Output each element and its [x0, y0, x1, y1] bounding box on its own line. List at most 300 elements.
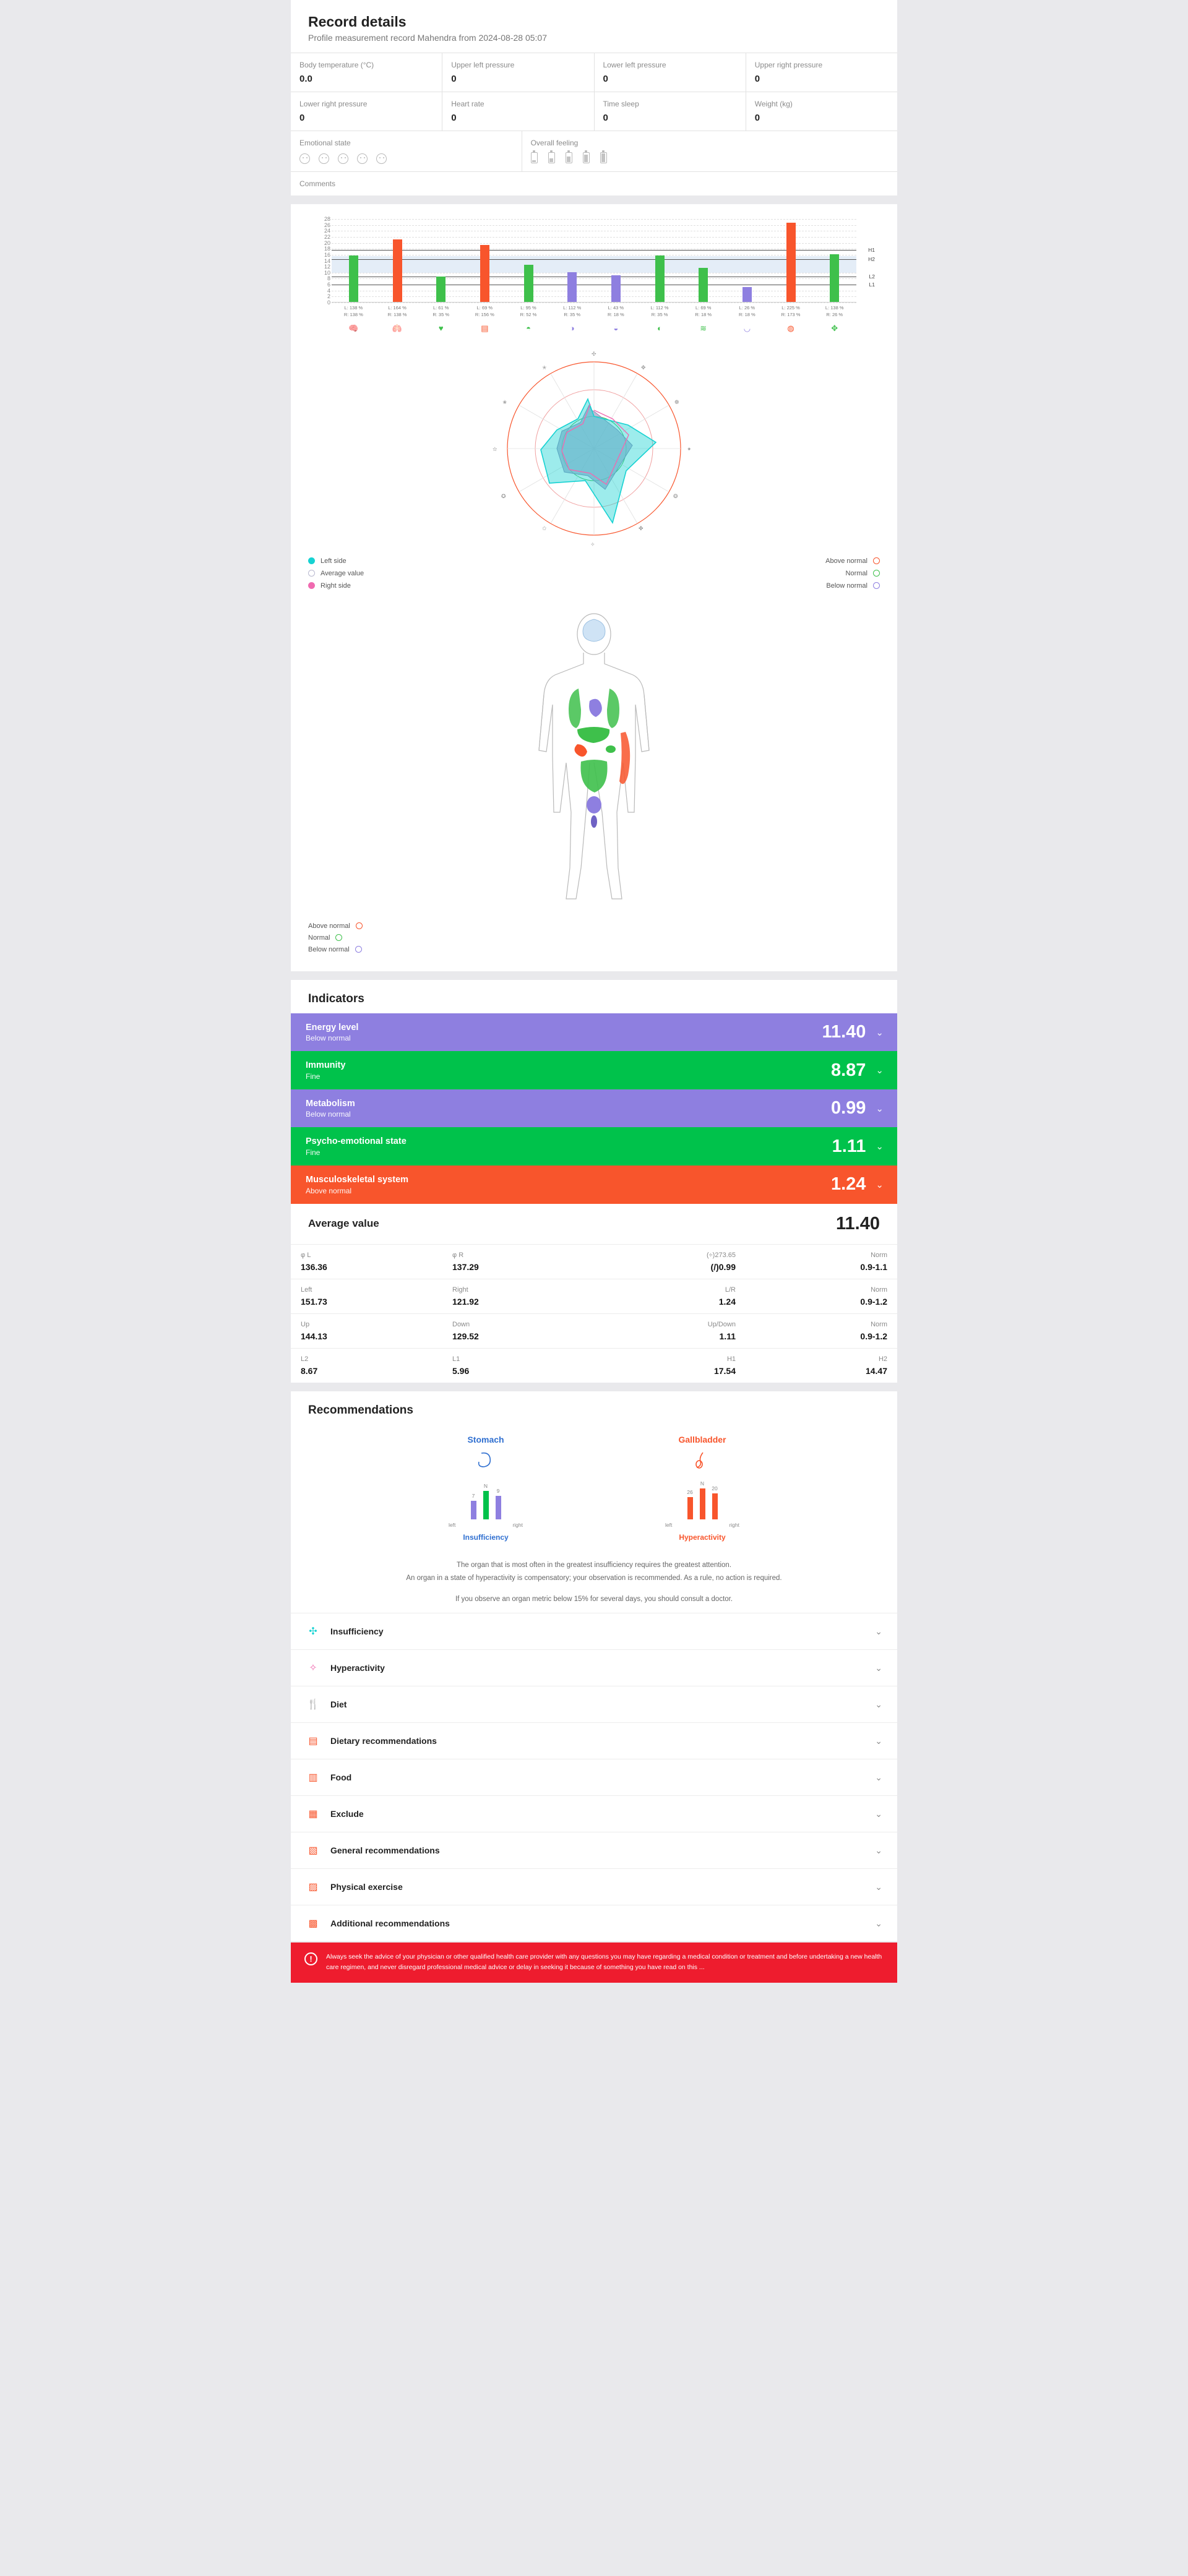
indicator-value: 1.11: [832, 1136, 866, 1156]
x-tick-label: L: 95 % R: 52 %: [520, 305, 537, 317]
chevron-down-icon[interactable]: ⌄: [875, 1808, 882, 1819]
indicator-status: Fine: [306, 1148, 321, 1157]
svg-text:✤: ✤: [639, 525, 644, 531]
mini-bar-right: [496, 1487, 501, 1519]
bar-column[interactable]: [769, 219, 813, 302]
body-legend-normal: [308, 934, 880, 942]
indicator-row[interactable]: [291, 1051, 897, 1089]
stat-label: Up/Down: [707, 1320, 736, 1328]
bar-column[interactable]: [594, 219, 638, 302]
indicator-row[interactable]: [291, 1089, 897, 1128]
field-upper-right-pressure: [746, 53, 897, 92]
field-body-temperature: [291, 53, 442, 92]
chevron-down-icon[interactable]: ⌄: [875, 1881, 882, 1892]
mini-foot-right: right: [512, 1521, 523, 1528]
bar-chart-plot: [324, 216, 875, 306]
bladder-icon[interactable]: ◡: [743, 323, 751, 333]
mini-bar-value: 26: [687, 1488, 693, 1495]
bar[interactable]: [524, 265, 533, 302]
indicator-name: Metabolism: [306, 1098, 355, 1109]
indicator-name: Energy level: [306, 1022, 359, 1033]
x-tick-label: L: 69 % R: 156 %: [475, 305, 494, 317]
stat-value: 0.9-1.2: [860, 1296, 887, 1307]
record-details-card: [291, 0, 897, 195]
bar-column[interactable]: [681, 219, 725, 302]
stat-label: Down: [452, 1320, 470, 1328]
mini-bar-norm: [700, 1480, 705, 1519]
stat-cell: [291, 1349, 442, 1383]
accordion-label: Hyperactivity: [330, 1663, 385, 1673]
emoji-face-5[interactable]: [376, 153, 387, 164]
mini-bar-right: [712, 1485, 718, 1519]
comments-label: Comments: [299, 179, 336, 188]
field-lower-left-pressure: [595, 53, 746, 92]
stat-label: φ R: [452, 1251, 464, 1259]
battery-icon-5[interactable]: [600, 152, 607, 163]
emotional-overall-row: [291, 131, 897, 171]
bar[interactable]: [349, 255, 358, 302]
field-weight: [746, 92, 897, 131]
field-value: 0.0: [299, 74, 312, 84]
mini-bar-left: [471, 1492, 476, 1519]
emoji-face-2[interactable]: [319, 153, 329, 164]
bar-chart-x-labels: [332, 305, 856, 319]
svg-text:✦: ✦: [687, 445, 692, 452]
legend-color-above-normal-icon: [873, 557, 880, 564]
chevron-down-icon[interactable]: ⌄: [876, 1103, 884, 1114]
stat-value: 8.67: [301, 1365, 318, 1376]
body-outline: [539, 614, 649, 899]
y-tick-label: 0: [327, 299, 330, 306]
brain-icon[interactable]: 🧠: [348, 323, 359, 333]
stat-cell: [291, 1245, 442, 1279]
field-upper-left-pressure: [442, 53, 594, 92]
bar-column[interactable]: [463, 219, 507, 302]
accordion-exclude[interactable]: [291, 1795, 897, 1832]
y-tick-label: 4: [327, 287, 330, 294]
legend-above-normal: [825, 557, 880, 565]
legend-color-below-normal-icon: [873, 582, 880, 589]
legend-average-value: [308, 570, 364, 577]
accordion-left: [306, 1770, 351, 1785]
intestine-icon[interactable]: ≋: [700, 323, 707, 333]
bar[interactable]: [655, 255, 665, 302]
stat-value: 17.54: [713, 1365, 736, 1376]
bar-series: [332, 219, 856, 302]
stat-value: 144.13: [301, 1331, 327, 1341]
stats-row: [291, 1244, 897, 1279]
legend-color-normal-icon: [873, 570, 880, 577]
stat-cell: [746, 1245, 897, 1279]
mini-bar-value: N: [700, 1480, 705, 1487]
field-value: 0: [299, 113, 305, 123]
radar-chart: [291, 337, 897, 554]
exclude-icon: ▦: [308, 1809, 318, 1820]
legend-color-below-normal-icon: [355, 946, 362, 953]
indicator-text: [306, 1060, 345, 1081]
body-diagram-svg: [517, 608, 671, 917]
stat-value: 1.11: [719, 1331, 736, 1341]
accordion-label: Insufficiency: [330, 1626, 384, 1637]
y-tick-label: 22: [324, 233, 330, 240]
bar[interactable]: [393, 239, 402, 302]
emotional-state-group: [291, 131, 522, 171]
mini-bar-value: 20: [712, 1485, 718, 1492]
legend-label: Above normal: [308, 922, 350, 930]
organ-mini-chart: [647, 1481, 758, 1519]
body-legend-above-normal: [308, 922, 880, 930]
legend-label: Above normal: [825, 557, 867, 565]
x-tick-label: L: 26 % R: 18 %: [739, 305, 755, 317]
indicator-row[interactable]: [291, 1127, 897, 1166]
radar-legend-left: [308, 557, 364, 595]
left-lung-icon: [569, 689, 581, 728]
field-lower-right-pressure: [291, 92, 442, 131]
y-tick-label: 26: [324, 221, 330, 228]
reference-line-label: L2: [869, 273, 875, 280]
battery-icon-3[interactable]: [566, 152, 572, 163]
accordion-label: General recommendations: [330, 1845, 440, 1856]
mini-bar-value: 7: [471, 1492, 475, 1499]
x-tick-label: L: 112 % R: 35 %: [563, 305, 582, 317]
stat-label: L1: [452, 1355, 460, 1363]
record-field-row-2: [291, 92, 897, 131]
bar-column[interactable]: [376, 219, 420, 302]
accordion-physical-exercise[interactable]: [291, 1868, 897, 1905]
field-label: Lower right pressure: [299, 100, 368, 108]
stat-label: (÷)273.65: [706, 1251, 736, 1259]
mini-foot-right: right: [729, 1521, 739, 1528]
x-tick-label: L: 138 % R: 138 %: [343, 305, 363, 317]
field-value: 0: [451, 74, 457, 84]
bar[interactable]: [480, 245, 489, 302]
stat-label: Up: [301, 1320, 310, 1328]
stat-cell: [291, 1314, 442, 1348]
indicator-status: Below normal: [306, 1110, 351, 1119]
stat-cell: [442, 1314, 594, 1348]
battery-icon-4[interactable]: [583, 152, 590, 163]
y-tick-label: 8: [327, 275, 330, 282]
bar[interactable]: [830, 254, 839, 302]
organ-name: Stomach: [467, 1434, 504, 1445]
recommendations-title: Recommendations: [308, 1403, 413, 1417]
chevron-down-icon[interactable]: ⌄: [875, 1735, 882, 1746]
body-legend: [291, 917, 897, 971]
accordion-label: Physical exercise: [330, 1882, 403, 1892]
field-heart-rate: [442, 92, 594, 131]
stat-value: (/)0.99: [710, 1261, 736, 1272]
stat-label: Norm: [871, 1320, 887, 1328]
stat-label: Norm: [871, 1251, 887, 1259]
brain-organ-icon: [583, 619, 605, 642]
x-tick-label: L: 164 % R: 138 %: [387, 305, 407, 317]
stomach-icon: [574, 744, 587, 757]
emoji-face-1[interactable]: [299, 153, 310, 164]
bar-column[interactable]: [812, 219, 856, 302]
bar-column[interactable]: [332, 219, 376, 302]
svg-text:✬: ✬: [502, 398, 507, 405]
liver-icon[interactable]: ▤: [481, 323, 489, 333]
legend-color-normal-icon: [335, 934, 342, 941]
bar-chart-y-axis: [311, 216, 330, 306]
intestine-icon: [580, 760, 607, 792]
accordion-food[interactable]: [291, 1759, 897, 1795]
field-label: Time sleep: [603, 100, 639, 108]
stat-cell: [746, 1314, 897, 1348]
legend-color-right-side-icon: [308, 582, 315, 589]
bar-column[interactable]: [550, 219, 594, 302]
battery-icon-1[interactable]: [531, 152, 538, 163]
right-lung-icon: [607, 689, 619, 728]
stat-label: L/R: [725, 1286, 736, 1294]
bar-column[interactable]: [725, 219, 769, 302]
mini-bar-left: [687, 1488, 693, 1519]
y-tick-label: 18: [324, 246, 330, 252]
average-value-row: [291, 1204, 897, 1244]
alert-icon: !: [304, 1952, 317, 1965]
organ-icon-row: [332, 324, 856, 333]
accordion-label: Additional recommendations: [330, 1918, 450, 1929]
stat-cell: [442, 1279, 594, 1313]
legend-right-side: [308, 582, 364, 590]
stats-row: [291, 1313, 897, 1348]
mini-bar-value: N: [483, 1482, 488, 1489]
legend-below-normal: [825, 582, 880, 590]
recommendations-card: [291, 1391, 897, 1942]
organ-status-tag: Hyperactivity: [679, 1532, 726, 1542]
bar-column[interactable]: [638, 219, 682, 302]
accordion-general-recommendations[interactable]: [291, 1832, 897, 1868]
indicator-status: Fine: [306, 1071, 321, 1081]
organ-mini-chart: [430, 1481, 541, 1519]
indicator-name: Immunity: [306, 1060, 346, 1071]
stat-label: Left: [301, 1286, 312, 1294]
stat-cell: [442, 1349, 594, 1383]
lower-organ-icon: [591, 815, 597, 828]
stomach-icon: [475, 1451, 496, 1469]
y-tick-label: 10: [324, 269, 330, 276]
organ-summary-stomach: [430, 1435, 541, 1542]
field-label: Weight (kg): [754, 100, 793, 108]
indicator-row[interactable]: [291, 1166, 897, 1204]
radar-legend: [291, 554, 897, 606]
x-tick-label: L: 61 % R: 35 %: [433, 305, 450, 317]
comments-field[interactable]: [291, 171, 897, 195]
stat-label: H2: [878, 1355, 887, 1363]
pancreas-icon[interactable]: ◒: [613, 323, 619, 333]
stat-value: 0.9-1.2: [860, 1331, 887, 1341]
stat-cell: [594, 1314, 746, 1348]
chevron-down-icon[interactable]: ⌄: [876, 1065, 884, 1076]
svg-text:✥: ✥: [641, 364, 646, 371]
legend-color-average-icon: [308, 570, 315, 577]
reference-line-label: H1: [868, 247, 875, 254]
accordion-hyperactivity[interactable]: [291, 1649, 897, 1686]
reference-line-label: L1: [869, 281, 875, 288]
indicator-value: 1.24: [830, 1174, 866, 1195]
reference-line-label: H2: [868, 256, 875, 263]
x-tick-label: L: 43 % R: 18 %: [608, 305, 624, 317]
stat-cell: [594, 1349, 746, 1383]
field-value: 0: [451, 113, 457, 123]
emoji-face-4[interactable]: [357, 153, 368, 164]
y-tick-label: 14: [324, 257, 330, 264]
organ-name: Gallbladder: [678, 1434, 726, 1445]
physical-exercise-icon: ▨: [308, 1882, 318, 1893]
radar-chart-svg: [433, 343, 755, 554]
indicator-right: [822, 1022, 884, 1042]
lungs-icon[interactable]: 🫁: [392, 323, 403, 333]
x-tick-label: L: 69 % R: 18 %: [695, 305, 712, 317]
section-spacer: [0, 195, 1188, 204]
note-line: The organ that is most often in the greatest insufficiency requires the greatest attention.: [456, 1561, 732, 1569]
organ-summary-row: [291, 1425, 897, 1545]
x-tick-label: L: 112 % R: 35 %: [650, 305, 669, 317]
dietary-recommendations-icon: ▤: [308, 1736, 318, 1747]
stat-label: φ L: [301, 1251, 311, 1259]
warning-card: [291, 1943, 897, 1983]
emoji-face-3[interactable]: [338, 153, 348, 164]
accordion-left: [306, 1806, 364, 1821]
legend-label: Left side: [321, 557, 346, 565]
accordion-additional-recommendations[interactable]: [291, 1905, 897, 1941]
field-label: Body temperature (°C): [299, 61, 374, 69]
medical-disclaimer: [291, 1943, 897, 1983]
accordion-left: [306, 1843, 440, 1858]
note-line: An organ in a state of hyperactivity is compensatory; your observation is recommended. As a rule, no action is required.: [406, 1574, 782, 1582]
chevron-down-icon[interactable]: ⌄: [876, 1027, 884, 1038]
chevron-down-icon[interactable]: ⌄: [876, 1141, 884, 1153]
general-recommendations-icon: ▧: [308, 1845, 318, 1857]
stat-cell: [746, 1279, 897, 1313]
svg-text:✪: ✪: [501, 492, 506, 499]
heart-icon[interactable]: ♥: [438, 323, 444, 333]
average-value-label: Average value: [308, 1217, 379, 1230]
body-legend-below-normal: [308, 946, 880, 953]
indicator-name: Psycho-emotional state: [306, 1136, 407, 1147]
chevron-down-icon[interactable]: ⌄: [876, 1179, 884, 1190]
overall-feeling-label: Overall feeling: [530, 139, 579, 147]
spleen-icon: [606, 745, 616, 753]
y-tick-label: 20: [324, 239, 330, 246]
field-label: Lower left pressure: [603, 61, 666, 69]
bar[interactable]: [742, 287, 752, 302]
accordion-label: Exclude: [330, 1809, 364, 1819]
accordion-insufficiency[interactable]: [291, 1613, 897, 1649]
bar[interactable]: [436, 277, 446, 302]
stat-value: 5.96: [452, 1365, 470, 1376]
bar[interactable]: [699, 268, 708, 302]
indicator-row[interactable]: [291, 1013, 897, 1052]
recommendation-notes: [291, 1545, 897, 1613]
chevron-down-icon[interactable]: ⌄: [875, 1845, 882, 1855]
food-icon: ▥: [308, 1772, 318, 1784]
gallbladder-icon[interactable]: ◍: [787, 323, 794, 333]
chevron-down-icon[interactable]: ⌄: [875, 1662, 882, 1673]
chevron-down-icon[interactable]: ⌄: [875, 1699, 882, 1709]
y-tick-label: 16: [324, 251, 330, 258]
mini-foot-left: left: [449, 1521, 456, 1528]
bar-column[interactable]: [419, 219, 463, 302]
chevron-down-icon[interactable]: ⌄: [875, 1772, 882, 1782]
liver-icon: [577, 727, 609, 743]
stomach-icon[interactable]: ◓: [526, 323, 531, 333]
accordion-left: [306, 1697, 346, 1712]
indicator-right: [831, 1060, 884, 1081]
radar-legend-right: [825, 557, 880, 595]
heart-icon: [589, 699, 602, 717]
indicator-value: 8.87: [830, 1060, 866, 1080]
bar[interactable]: [611, 275, 621, 302]
indicators-card: [291, 980, 897, 1383]
stat-label: Norm: [871, 1286, 887, 1294]
bar-column[interactable]: [507, 219, 551, 302]
mini-bar-norm: [483, 1482, 489, 1519]
accordion-left: [306, 1624, 384, 1639]
field-time-sleep: [595, 92, 746, 131]
accordion-left: [306, 1660, 385, 1675]
field-label: Upper left pressure: [451, 61, 515, 69]
indicator-right: [831, 1098, 884, 1118]
organ-status-tag: Insufficiency: [463, 1532, 509, 1542]
chevron-down-icon[interactable]: ⌄: [875, 1918, 882, 1928]
battery-icon-2[interactable]: [548, 152, 555, 163]
stat-value: 129.52: [452, 1331, 479, 1341]
field-value: 0: [754, 113, 760, 123]
chevron-down-icon[interactable]: ⌄: [875, 1626, 882, 1636]
legend-label: Below normal: [308, 945, 350, 953]
accordion-left: [306, 1733, 437, 1748]
stats-row: [291, 1279, 897, 1313]
indicator-value: 11.40: [822, 1022, 866, 1042]
indicators-title: Indicators: [308, 992, 364, 1005]
additional-recommendations-icon: ▩: [308, 1918, 318, 1930]
field-value: 0: [603, 113, 608, 123]
bar[interactable]: [567, 272, 577, 302]
legend-normal: [825, 570, 880, 577]
legend-left-side: [308, 557, 364, 565]
x-tick-label: L: 138 % R: 26 %: [825, 305, 844, 317]
svg-text:✭: ✭: [542, 364, 547, 371]
spleen-icon[interactable]: ◑: [569, 323, 575, 333]
stat-value: 14.47: [865, 1365, 887, 1376]
accordion-diet[interactable]: [291, 1686, 897, 1722]
y-tick-label: 24: [324, 228, 330, 234]
accordion-left: [306, 1916, 450, 1931]
indicator-status: Above normal: [306, 1186, 352, 1195]
page-title: Record details: [308, 14, 407, 30]
stat-cell: [746, 1349, 897, 1383]
x-tick-label: L: 225 % R: 173 %: [781, 305, 801, 317]
indicator-right: [831, 1174, 884, 1195]
joints-icon[interactable]: ✥: [831, 323, 838, 333]
legend-label: Right side: [321, 582, 351, 590]
stat-value: 121.92: [452, 1296, 479, 1307]
bar[interactable]: [786, 223, 796, 302]
svg-text:❁: ❁: [674, 398, 679, 405]
gallbladder-icon: [692, 1451, 713, 1469]
kidney-icon[interactable]: ◐: [657, 323, 662, 333]
disclaimer-text: Always seek the advice of your physician or other qualified health care provider with any questions you may have regarding a medical condition or treatment and before undertaking a new health care regimen, and never disregard professional medical advice or delay in seeking it because of something you have read on this ...: [326, 1953, 882, 1972]
stat-cell: [291, 1279, 442, 1313]
stat-label: Right: [452, 1286, 468, 1294]
indicator-name: Musculoskeletal system: [306, 1175, 409, 1185]
svg-text:✫: ✫: [493, 445, 497, 452]
field-label: Upper right pressure: [754, 61, 823, 69]
stat-value: 137.29: [452, 1261, 479, 1272]
accordion-dietary-recommendations[interactable]: [291, 1722, 897, 1759]
indicator-text: [306, 1022, 358, 1043]
